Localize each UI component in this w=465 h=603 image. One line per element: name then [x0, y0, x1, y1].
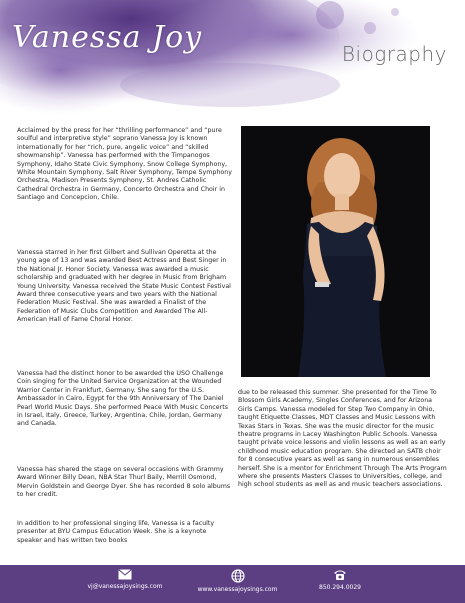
script-name-logo: Vanessa Joy — [12, 20, 203, 55]
bio-paragraph-2: Vanessa starred in her first Gilbert and Sullivan Operetta at the young age of 13 and was awarded Best Actress and Best Singer in the National Jr. Honor Society. Vanessa was awarded a music scholarship and graduated with her degree in Music from Brigham Young University. Vanessa received the State Music Contest Festival Award three consecutive years and two years with the National Federation Music Festival. She was awarded a Finalist of the Federation of Music Clubs Competition and Awarded The All-American Hall of Fame Choral Honor. — [17, 249, 231, 324]
bio-paragraph-3: Vanessa had the distinct honor to be awarded the USO Challenge Coin singing for the United Service Organization at the Wounded Warrior Center in Frankfurt, Germany. She sang for the U.S. Ambassador in Cairo, Egypt for the 9th Anniversary of The Daniel Pearl World Music Days. She performed Peace With Music Concerts in Israel, Italy, Greece, Turkey, Argentina, Chile, Jordan, Germany and Canada. — [17, 370, 228, 428]
bio-paragraph-1: Acclaimed by the press for her “thrilling performance” and “pure soulful and interpretive style” soprano Vanessa Joy is known internationally for her “rich, pure, angelic voice” and “skilled showmanship”. Vanessa has performed with the Timpanogos Symphony, Idaho State Civic Symphony, Snow College Symphony, White Mountain Symphony, Salt River Symphony, Tempe Symphony Orchestra, Madison Presents Symphony, St. Andres Catholic Cathedral Orchestra in Germany, Concerto Orchestra and Choir in Santiago and Concepcion, Chile. — [17, 127, 232, 202]
email-contact[interactable] — [70, 569, 180, 590]
page-title: Biography — [341, 42, 447, 66]
bio-paragraph-6: due to be released this summer. She presented for the Time To Blossom Girls Academy, Singles Conferences, and for Arizona Girls Camps. Vanessa modeled for Step Two Company in Ohio, taught Etiquette Classes, MDT Classes and Music Lessons with Texas Stars in Texas. She was the music director for the music theatre programs in Lacey Washington Public Schools. Vanessa taught private voice lessons and violin lessons as well as an early childhood music education program. She directed an SATB choir for 8 consecutive years as well as sang in numerous ensembles herself. She is a mentor for Enrichment Through The Arts Program where she presents Masters Classes to Universities, college, and high school students as well as and music teachers associations. — [238, 389, 447, 489]
telephone-icon — [333, 569, 347, 581]
contact-footer — [0, 565, 465, 603]
phone-number[interactable]: 850.294.0029 — [319, 584, 361, 591]
portrait-photo — [241, 126, 430, 377]
envelope-icon — [118, 569, 132, 580]
bio-paragraph-5: In addition to her professional singing life, Vanessa is a faculty presenter at BYU Campus Education Week. She is a keynote speaker and has written two books — [17, 520, 215, 544]
bio-paragraph-4: Vanessa has shared the stage on several occasions with Grammy Award Winner Billy Dean, NBA Star Thurl Baily, Merrill Osmond, Mervin Goldstein and George Dyer. She has recorded 8 solo albums to her credit. — [17, 466, 231, 499]
email-address[interactable]: vj@vanessajoysings.com — [87, 583, 163, 590]
website-contact[interactable] — [180, 569, 295, 593]
website-url[interactable]: www.vanessajoysings.com — [197, 586, 278, 593]
phone-contact[interactable] — [300, 569, 380, 591]
globe-icon — [231, 569, 245, 583]
header-banner — [0, 0, 465, 120]
